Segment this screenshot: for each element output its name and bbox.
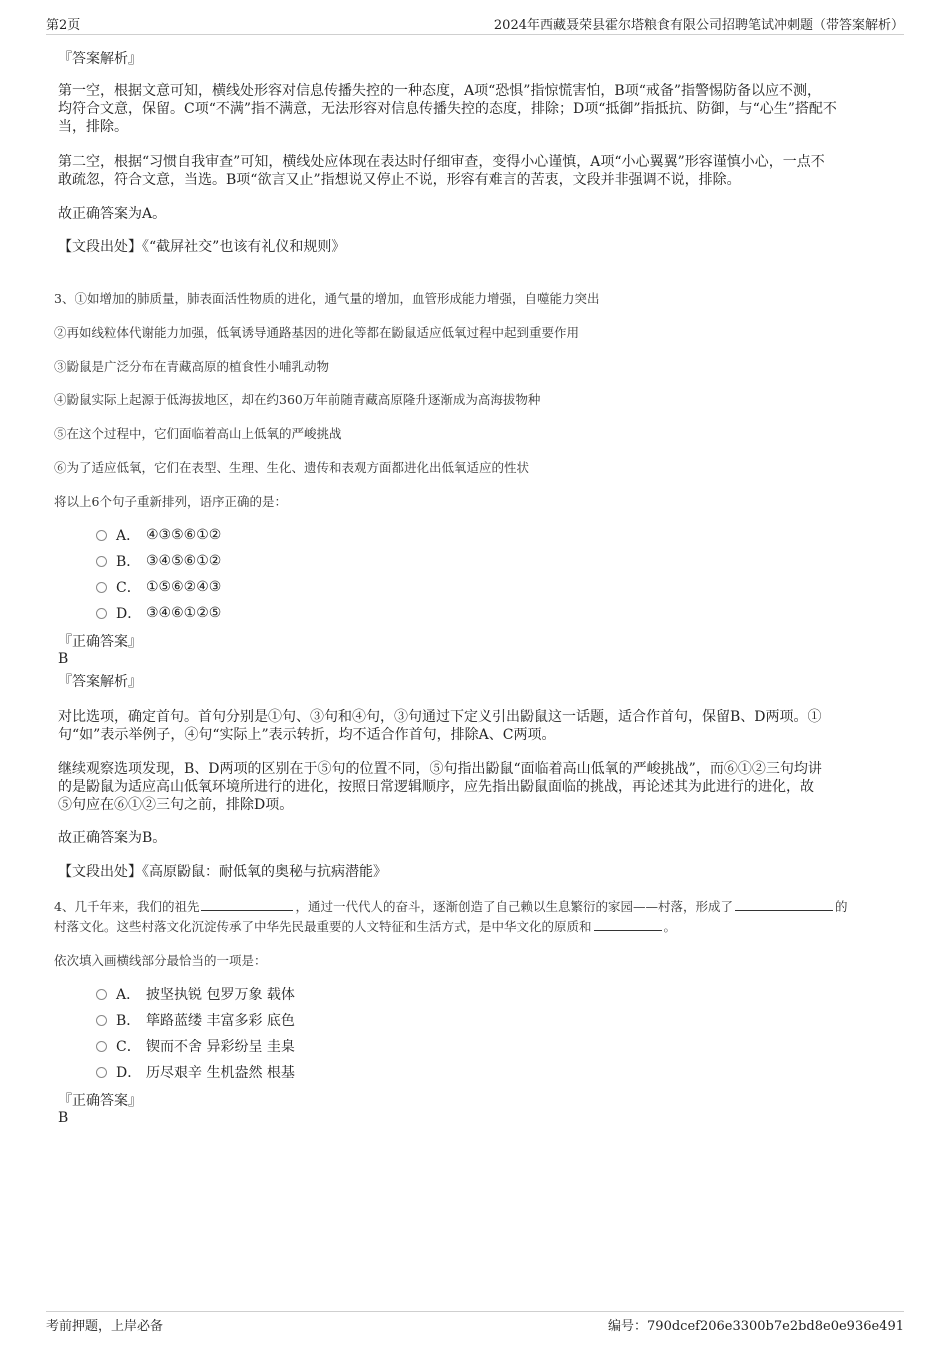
correct-answer: B (58, 651, 69, 667)
option-text: 历尽艰辛 生机盎然 根基 (146, 1065, 295, 1081)
correct-answer: B (58, 1110, 69, 1126)
analysis-paragraph-line: 对比选项，确定首句。首句分别是①句、③句和④句，③句通过下定义引出鼢鼠这一话题，适合作首句，保留B、D两项。① (58, 709, 822, 725)
option-text: ④③⑤⑥①② (146, 527, 222, 543)
question-text: ，通过一代代人的奋斗，逐渐创造了自己赖以生息繁衍的家园——村落，形成了 (295, 899, 733, 914)
option-text: 披坚执锐 包罗万象 载体 (146, 987, 295, 1003)
option-key: C． (116, 1039, 141, 1055)
radio-icon[interactable] (96, 530, 107, 541)
document-serial: 编号：790dcef206e3300b7e2bd8e0e936e491 (608, 1319, 904, 1334)
option-a[interactable] (96, 984, 295, 1004)
radio-icon[interactable] (96, 1067, 107, 1078)
option-text: 筚路蓝缕 丰富多彩 底色 (146, 1013, 295, 1029)
analysis-label: 『答案解析』 (58, 51, 142, 67)
question-sentence: ②再如线粒体代谢能力加强，低氧诱导通路基因的进化等都在鼢鼠适应低氧过程中起到重要作用 (54, 325, 580, 340)
page-footer (46, 1311, 904, 1334)
correct-answer-label: 『正确答案』 (58, 634, 142, 650)
source-citation: 【文段出处】《“截屏社交”也该有礼仪和规则》 (58, 239, 346, 255)
analysis-paragraph-line: 第一空，根据文意可知，横线处形容对信息传播失控的一种态度，A项“恐惧”指惊慌害怕，B项“戒备”指警惕防备以应不测， (58, 83, 822, 99)
option-d[interactable] (96, 603, 221, 623)
blank-line (201, 898, 293, 911)
document-title: 2024年西藏聂荣县霍尔塔粮食有限公司招聘笔试冲刺题（带答案解析） (493, 18, 904, 33)
option-text: ①⑤⑥②④③ (146, 579, 222, 595)
question-sentence: ④鼢鼠实际上起源于低海拔地区，却在约360万年前随青藏高原隆升逐渐成为高海拔物种 (54, 392, 541, 407)
question-prompt: 将以上6个句子重新排列，语序正确的是： (54, 494, 287, 509)
option-text: ③④⑤⑥①② (146, 553, 222, 569)
blank-line (594, 918, 662, 931)
question-sentence: ⑤在这个过程中，它们面临着高山上低氧的严峻挑战 (54, 426, 342, 441)
question-text: 4、几千年来，我们的祖先 (54, 899, 200, 914)
page-header (46, 14, 904, 35)
radio-icon[interactable] (96, 582, 107, 593)
source-citation: 【文段出处】《高原鼢鼠：耐低氧的奥秘与抗病潜能》 (58, 864, 387, 880)
question-prompt: 依次填入画横线部分最恰当的一项是： (54, 953, 267, 968)
question-text: 。 (663, 919, 677, 934)
option-c[interactable] (96, 577, 221, 597)
question-text: 的 (834, 899, 848, 914)
conclusion: 故正确答案为A。 (58, 206, 167, 222)
option-text: ③④⑥①②⑤ (146, 605, 222, 621)
option-d[interactable] (96, 1062, 295, 1082)
radio-icon[interactable] (96, 608, 107, 619)
analysis-paragraph-line: 的是鼢鼠为适应高山低氧环境所进行的进化，按照日常逻辑顺序，应先指出鼢鼠面临的挑战，再论述其为此进行的进化，故 (58, 779, 814, 795)
analysis-paragraph-line: 敢疏忽，符合文意，当选。B项“欲言又止”指想说又停止不说，形容有难言的苦衷，文段并非强调不说，排除。 (58, 172, 741, 188)
option-c[interactable] (96, 1036, 295, 1056)
question-sentence: ③鼢鼠是广泛分布在青藏高原的植食性小哺乳动物 (54, 359, 330, 374)
option-b[interactable] (96, 1010, 295, 1030)
radio-icon[interactable] (96, 556, 107, 567)
analysis-paragraph-line: 第二空，根据“习惯自我审查”可知，横线处应体现在表达时仔细审查，变得小心谨慎，A项“小心翼翼”形容谨慎小心，一点不 (58, 154, 825, 170)
analysis-label: 『答案解析』 (58, 674, 142, 690)
option-key: A． (116, 528, 141, 544)
question-line (54, 917, 676, 935)
footer-slogan: 考前押题，上岸必备 (46, 1319, 164, 1334)
option-b[interactable] (96, 551, 221, 571)
option-key: D． (116, 606, 142, 622)
radio-icon[interactable] (96, 1015, 107, 1026)
option-key: C． (116, 580, 141, 596)
analysis-paragraph-line: 均符合文意，保留。C项“不满”指不满意，无法形容对信息传播失控的态度，排除；D项“抵御”指抵抗、防御，与“心生”搭配不 (58, 101, 837, 117)
option-key: A． (116, 987, 141, 1003)
option-key: B． (116, 1013, 141, 1029)
page-number: 第2页 (46, 18, 81, 33)
question-sentence: ⑥为了适应低氧，它们在表型、生理、生化、遗传和表观方面都进化出低氧适应的性状 (54, 460, 530, 475)
radio-icon[interactable] (96, 989, 107, 1000)
option-a[interactable] (96, 525, 221, 545)
question-line (54, 897, 848, 915)
option-key: D． (116, 1065, 142, 1081)
option-key: B． (116, 554, 141, 570)
conclusion: 故正确答案为B。 (58, 830, 167, 846)
analysis-paragraph-line: 句“如”表示举例子，④句“实际上”表示转折，均不适合作首句，排除A、C两项。 (58, 727, 556, 743)
question-text: 村落文化。这些村落文化沉淀传承了中华先民最重要的人文特征和生活方式，是中华文化的原质和 (54, 919, 592, 934)
option-text: 锲而不舍 异彩纷呈 圭臬 (146, 1039, 295, 1055)
analysis-paragraph-line: 继续观察选项发现，B、D两项的区别在于⑤句的位置不同，⑤句指出鼢鼠“面临着高山低氧的严峻挑战”，而⑥①②三句均讲 (58, 761, 822, 777)
analysis-paragraph-line: 当，排除。 (58, 119, 128, 135)
correct-answer-label: 『正确答案』 (58, 1093, 142, 1109)
question-sentence: 3、①如增加的肺质量，肺表面活性物质的进化，通气量的增加，血管形成能力增强，自噬能力突出 (54, 291, 600, 306)
blank-line (735, 898, 833, 911)
analysis-paragraph-line: ⑤句应在⑥①②三句之前，排除D项。 (58, 797, 294, 813)
radio-icon[interactable] (96, 1041, 107, 1052)
